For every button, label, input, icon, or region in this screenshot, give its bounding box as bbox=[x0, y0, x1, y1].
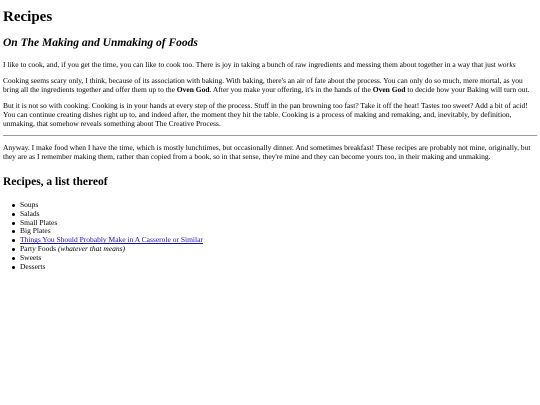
bullet-icon bbox=[12, 266, 15, 269]
intro-text: . After you make your offering, it's in the hands of the bbox=[209, 85, 373, 94]
intro-text: Cooking seems scary only, I think, because of its association with baking. With baking, there's an air of fate about the process. You can only do so much, mere mortal, as you bring all the ingredients together and offer them up to the bbox=[3, 76, 523, 94]
list-item-desserts bbox=[20, 263, 537, 272]
list-item-label: Big Plates bbox=[20, 226, 51, 236]
list-item-label: Soups bbox=[20, 200, 39, 209]
emphasis-works: works bbox=[497, 60, 516, 69]
list-item-label: Small Plates bbox=[20, 217, 58, 227]
page-title: Recipes bbox=[3, 9, 53, 25]
list-item-soups bbox=[20, 201, 537, 210]
list-item-sweets bbox=[20, 254, 537, 263]
bullet-icon bbox=[12, 204, 15, 207]
bullet-icon bbox=[12, 239, 15, 242]
oven-god-term: Oven God bbox=[372, 85, 406, 94]
list-item-label: Sweets bbox=[20, 252, 42, 262]
bullet-icon bbox=[12, 248, 15, 251]
divider bbox=[3, 135, 537, 136]
recipe-category-list bbox=[3, 201, 537, 271]
list-item-label: Desserts bbox=[20, 261, 46, 271]
list-item-label: Party Foods bbox=[20, 243, 57, 253]
page-subtitle: On The Making and Unmaking of Foods bbox=[3, 37, 198, 49]
bullet-icon bbox=[12, 222, 15, 225]
casserole-link[interactable]: Things You Should Probably Make in A Casserole or Similar bbox=[20, 235, 203, 245]
recipes-list-heading: Recipes, a list thereof bbox=[3, 176, 108, 188]
list-item-small-plates bbox=[20, 219, 537, 228]
list-item-party-foods bbox=[20, 245, 537, 254]
list-item-label: Salads bbox=[20, 208, 40, 218]
bullet-icon bbox=[12, 257, 15, 260]
oven-god-term: Oven God bbox=[176, 85, 210, 94]
list-item-salads bbox=[20, 210, 537, 219]
intro-paragraph-2 bbox=[3, 76, 537, 94]
intro-paragraph-1 bbox=[3, 60, 537, 69]
list-item-note: (whatever that means) bbox=[57, 243, 125, 253]
intro-paragraph-4: Anyway. I make food when I have the time, which is mostly lunchtimes, but occasionally dinner. And sometimes breakfast! These recipes are probably not mine, originally, but they are as I remember making them, rather than copied from a book, so in that sense, they're mine and they can become yours too, in their making and unmaking. bbox=[3, 143, 531, 161]
intro-paragraph-3: But it is not so with cooking. Cooking is in your hands at every step of the process. Stuff in the pan browning too fast? Take it off the heat! Tastes too sweet? Add a bit of acid! You can continue creating dishes right up to, and indeed after, the moment they hit the table. Cooking is a process of making and remaking, and, inevitably, by definition, unmaking, that somehow reveals something about The Creative Process. bbox=[3, 101, 528, 128]
intro-text: to decide how your Baking will turn out. bbox=[405, 85, 530, 94]
bullet-icon bbox=[12, 230, 15, 233]
intro-text: I like to cook, and, if you get the time, you can like to cook too. There is joy in taking a bunch of raw ingredients and messing them about together in a way that just bbox=[3, 60, 498, 69]
bullet-icon bbox=[12, 213, 15, 216]
